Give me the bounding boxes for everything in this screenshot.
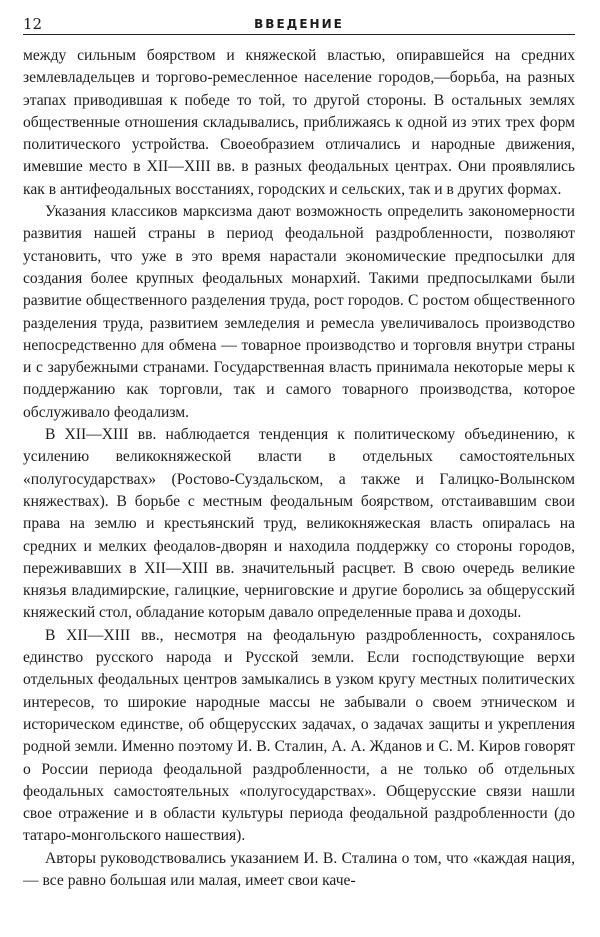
paragraph: В XII—XIII вв., несмотря на феодальную раздробленность, сохранялось единство русского народа и Русской земли. Если господствующие верхи отдельных феодальных центров замыкались в узком кругу местных политических интересов, то широкие народные массы не забывали о своем этническом и историческом единстве, об общерусских задачах, о задачах защиты и укрепления родной земли. Именно поэтому И. В. Сталин, А. А. Жданов и С. М. Киров говорят о России периода феодальной раздробленности, а не только об отдельных феодальных самостоятельных «полугосударствах». Общерусские связи нашли свое отражение и в области культуры периода феодальной раздробленности (до татаро-монгольского нашествия). [23, 626, 575, 845]
paragraph: Авторы руководствовались указанием И. В. Сталина о том, что «каждая нация,— все равно большая или малая, имеет свои каче- [23, 849, 575, 889]
page [23, 14, 575, 929]
paragraph: Указания классиков марксизма дают возможность определить закономерности развития нашей страны в период феодальной раздробленности, позволяют установить, что уже в это время нарастали экономические предпосылки для создания более крупных феодальных монархий. Такими предпосылками были развитие общественного разделения труда, рост городов. С ростом общественного разделения труда, развитием земледелия и ремесла увеличивалось производство непосредственно для обмена — товарное производство и торговля внутри страны и с зарубежными странами. Государственная власть принимала некоторые меры к поддержанию как торговли, так и самого товарного производства, которое обслуживало феодализм. [23, 203, 575, 421]
section-title: ВВЕДЕНИЕ [254, 17, 344, 31]
paragraph: В XII—XIII вв. наблюдается тенденция к политическому объединению, к усилению великокняжеской власти в отдельных самостоятельных «полугосударствах» (Ростово-Суздальском, а также и Галицко-Волынском княжествах). В борьбе с местным феодальным боярством, отстаивавшим свои права на землю и крестьянский труд, великокняжеская власть опиралась на средних и мелких феодалов-дворян и находила поддержку со стороны городов, переживавших в XII—XIII вв. значительный расцвет. В свою очередь великие князья владимирские, галицкие, черниговские и другие боролись за общерусский княжеский стол, обладание которым давало определенные права и доходы. [23, 426, 575, 622]
paragraph-continued: между сильным боярством и княжеской властью, опиравшейся на средних землевладельцев и торгово-ремесленное население городов,—борьба, на разных этапах приводившая к победе то той, то другой стороны. В остальных землях общественные отношения складывались, приближаясь к одной из этих трех форм политического устройства. Своеобразием отличались и народные движения, имевшие место в XII—XIII вв. в разных феодальных центрах. Они проявлялись как в антифеодальных восстаниях, городских и сельских, так и в других формах. [23, 47, 575, 198]
page-number: 12 [23, 15, 43, 33]
body-text [23, 45, 575, 892]
running-head [23, 14, 575, 35]
